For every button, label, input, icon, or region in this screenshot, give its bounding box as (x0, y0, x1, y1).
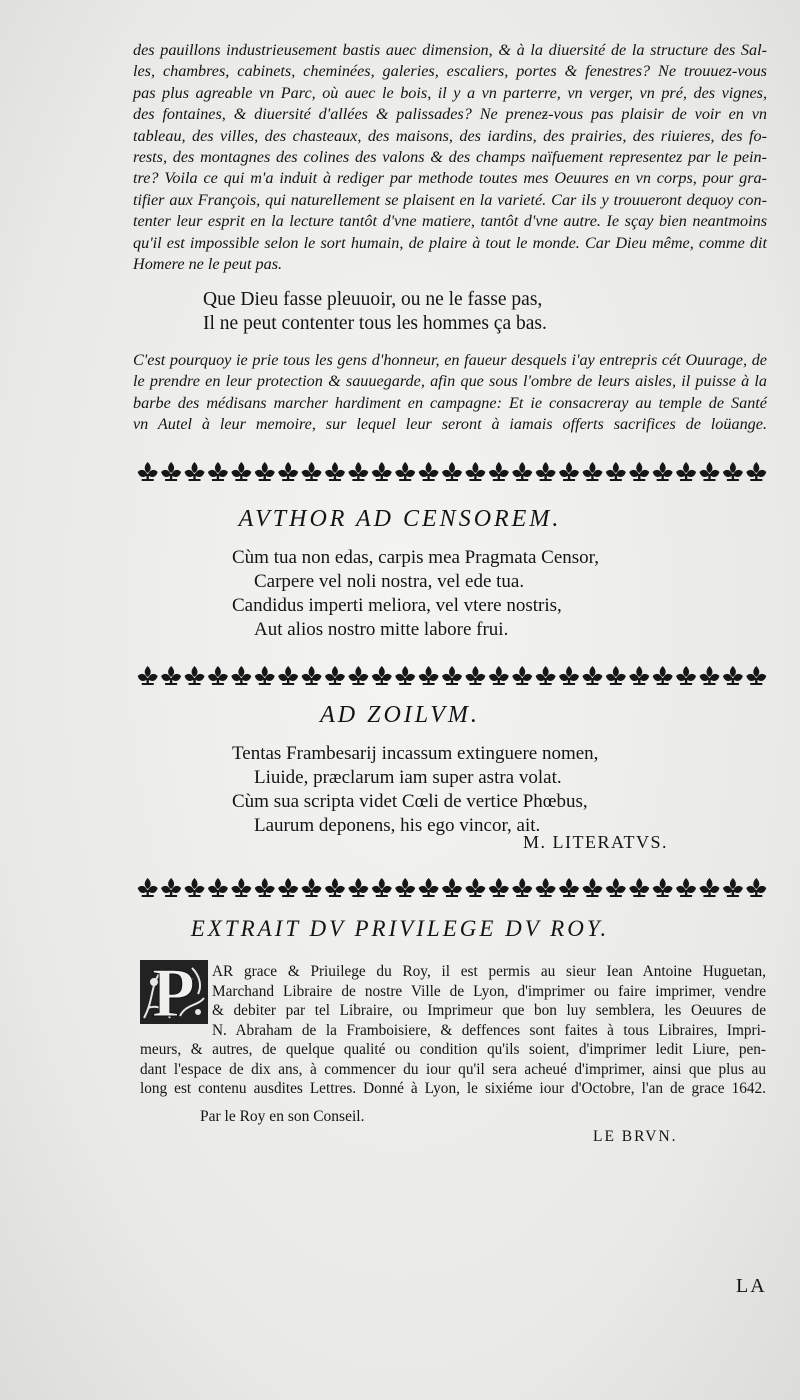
closing-paragraph (133, 350, 767, 436)
text-line: vn Autel à leur memoire, sur lequel leur seront à iamais offerts sacrifices de loüange. (133, 415, 767, 434)
text-line: N. Abraham de la Framboisiere, & deffences sont faites à tous Libraires, Impri- (212, 1021, 766, 1039)
fleuron-icon (723, 666, 743, 685)
fleuron-icon (348, 462, 368, 481)
fleuron-icon (723, 878, 743, 897)
text-line: tenter leur esprit en la lecture tantôt d'vne matiere, tantôt d'vne autre. Ie sçay bien neantmoins (133, 212, 767, 231)
text-line: Homere ne le peut pas. (133, 255, 283, 274)
fleuron-icon (442, 666, 462, 685)
verse-line: Tentas Frambesarij incassum extinguere nomen, (232, 743, 599, 764)
dropcap-letter: P (152, 955, 195, 1032)
fleuron-icon (372, 462, 392, 481)
censorem-title: AVTHOR AD CENSOREM. (238, 506, 562, 532)
fleuron-icon (278, 666, 298, 685)
zoilum-signature: M. LITERATVS. (523, 832, 668, 852)
fleuron-icon (278, 878, 298, 897)
fleuron-icon (582, 666, 602, 685)
zoilum-title: AD ZOILVM. (320, 702, 480, 728)
fleuron-ornament (136, 876, 768, 898)
text-line: tre? Voila ce qui m'a induit à rediger par methode toutes mes Oeuures en vn corps, pour gra- (133, 169, 767, 188)
verse-line: Que Dieu fasse pleuuoir, ou ne le fasse pas, (203, 289, 543, 310)
fleuron-icon (676, 878, 696, 897)
fleuron-icon (653, 462, 673, 481)
text-line: pas plus agreable vn Parc, où auec le bois, il y a vn parterre, vn verger, vn pré, des vignes, (133, 83, 767, 102)
text-line: des fontaines, & diuersité d'allées & palissades? Ne preneƶ-vous pas plaisir de voir en vn (133, 105, 767, 124)
fleuron-icon (442, 878, 462, 897)
fleuron-ornament (136, 664, 768, 686)
verse-line: Il ne peut contenter tous les hommes ça bas. (203, 313, 547, 334)
verse-line: Candidus imperti meliora, vel vtere nostris, (232, 595, 562, 616)
fleuron-icon (348, 666, 368, 685)
fleuron-icon (395, 666, 415, 685)
text-line: tifier aux François, qui naturellement se plaisent en la varieté. Car ils y trouueront dequoy con- (133, 190, 767, 209)
fleuron-icon (208, 462, 228, 481)
text-line: des pauillons industrieusement bastis auec dimension, & à la diuersité de la structure des Sal- (133, 41, 767, 59)
text-line: rests, des montagnes des colines des valons & des champs naïfuement representez par le pein- (133, 148, 767, 167)
text-line: barbe des médisans marcher hardiment en campagne: Et ie consacreray au temple de Santé (133, 393, 767, 412)
fleuron-icon (465, 666, 485, 685)
fleuron-icon (536, 462, 556, 481)
fleuron-ornament (136, 460, 768, 482)
fleuron-icon (138, 878, 158, 897)
fleuron-icon (348, 878, 368, 897)
fleuron-icon (138, 666, 158, 685)
text-line: qu'il est impossible selon le sort humain, de plaire à tout le monde. Car Dieu même, comme dit (133, 233, 767, 252)
fleuron-icon (255, 462, 275, 481)
fleuron-icon (582, 878, 602, 897)
fleuron-icon (442, 462, 462, 481)
fleuron-icon (489, 462, 509, 481)
fleuron-icon (231, 878, 251, 897)
fleuron-icon (629, 878, 649, 897)
fleuron-icon (606, 666, 626, 685)
fleuron-icon (302, 666, 322, 685)
fleuron-icon (325, 666, 345, 685)
fleuron-icon (465, 878, 485, 897)
preface-paragraph (133, 40, 767, 275)
fleuron-icon (746, 462, 766, 481)
catchword: LA (736, 1275, 767, 1297)
fleuron-icon (185, 878, 205, 897)
quote-verse (203, 288, 547, 336)
fleuron-icon (536, 666, 556, 685)
fleuron-icon (559, 462, 579, 481)
fleuron-icon (676, 666, 696, 685)
text-line: & debiter par tel Libraire, ou Imprimeur que bon luy semblera, les Oeuures de (212, 1002, 766, 1019)
text-line: AR grace & Priuilege du Roy, il est permis au sieur Iean Antoine Huguetan, (212, 963, 766, 980)
fleuron-icon (302, 462, 322, 481)
text-line: long est contenu ausdites Lettres. Donné à Lyon, le sixiéme iour d'Octobre, l'an de grace 1642. (140, 1080, 766, 1097)
fleuron-icon (231, 462, 251, 481)
fleuron-icon (395, 878, 415, 897)
verse-line: Cùm sua scripta videt Cœli de vertice Phœbus, (232, 791, 588, 812)
fleuron-icon (325, 462, 345, 481)
fleuron-icon (278, 462, 298, 481)
fleuron-icon (512, 666, 532, 685)
fleuron-icon (395, 462, 415, 481)
fleuron-icon (185, 666, 205, 685)
fleuron-icon (746, 878, 766, 897)
fleuron-icon (629, 462, 649, 481)
fleuron-icon (512, 878, 532, 897)
fleuron-icon (536, 878, 556, 897)
text-line: les, chambres, cabinets, cheminées, galeries, escaliers, portes & fenestres? Ne trouuez-vous (133, 62, 767, 81)
fleuron-icon (161, 878, 181, 897)
text-line: dant l'espace de dix ans, à commencer du iour qu'il sera acheué d'imprimer, ainsi que plus au (140, 1060, 766, 1078)
text-line: meurs, & autres, de quelque qualité ou condition qu'ils soient, d'imprimer ledit Liure, pen- (140, 1041, 766, 1058)
fleuron-icon (489, 878, 509, 897)
text-line: C'est pourquoy ie prie tous les gens d'honneur, en faueur desquels i'ay entrepris cét Ouurage, de (133, 351, 767, 369)
by-order-line: Par le Roy en son Conseil. (200, 1108, 365, 1125)
fleuron-icon (419, 878, 439, 897)
text-line: tableau, des villes, des chasteaux, des maisons, des iardins, des prairies, des riuieres, des fo- (133, 126, 767, 145)
verse-line: Aut alios nostro mitte labore frui. (254, 619, 509, 640)
fleuron-icon (465, 462, 485, 481)
fleuron-icon (699, 878, 719, 897)
fleuron-icon (606, 462, 626, 481)
fleuron-icon (419, 462, 439, 481)
fleuron-icon (161, 666, 181, 685)
verse-line: Cùm tua non edas, carpis mea Pragmata Censor, (232, 547, 600, 568)
text-line: Marchand Libraire de nostre Ville de Lyon, d'imprimer ou faire imprimer, vendre (212, 982, 766, 1000)
privilege-signature: LE BRVN. (593, 1128, 678, 1145)
fleuron-icon (161, 462, 181, 481)
fleuron-icon (606, 878, 626, 897)
zoilum-verses (232, 742, 598, 838)
fleuron-icon (676, 462, 696, 481)
fleuron-icon (325, 878, 345, 897)
fleuron-icon (208, 666, 228, 685)
fleuron-icon (255, 878, 275, 897)
fleuron-icon (372, 878, 392, 897)
fleuron-icon (255, 666, 275, 685)
privilege-text (140, 962, 766, 1099)
fleuron-icon (746, 666, 766, 685)
fleuron-icon (723, 462, 743, 481)
fleuron-icon (302, 878, 322, 897)
text-line: le prendre en leur protection & sauuegarde, afin que sous l'ombre de leurs aisles, il puisse à la (133, 372, 767, 391)
verse-line: Laurum deponens, his ego vincor, ait. (254, 815, 541, 836)
fleuron-icon (629, 666, 649, 685)
fleuron-icon (489, 666, 509, 685)
fleuron-icon (559, 878, 579, 897)
fleuron-icon (582, 462, 602, 481)
verse-line: Liuide, præclarum iam super astra volat. (254, 767, 562, 788)
fleuron-icon (419, 666, 439, 685)
fleuron-icon (185, 462, 205, 481)
privilege-title: EXTRAIT DV PRIVILEGE DV ROY. (190, 916, 610, 941)
fleuron-icon (653, 666, 673, 685)
fleuron-icon (138, 462, 158, 481)
fleuron-icon (699, 666, 719, 685)
censorem-verses (232, 546, 599, 642)
fleuron-icon (559, 666, 579, 685)
fleuron-icon (653, 878, 673, 897)
fleuron-icon (512, 462, 532, 481)
fleuron-icon (699, 462, 719, 481)
fleuron-icon (208, 878, 228, 897)
fleuron-icon (231, 666, 251, 685)
fleuron-icon (372, 666, 392, 685)
verse-line: Carpere vel noli nostra, vel ede tua. (254, 571, 525, 592)
